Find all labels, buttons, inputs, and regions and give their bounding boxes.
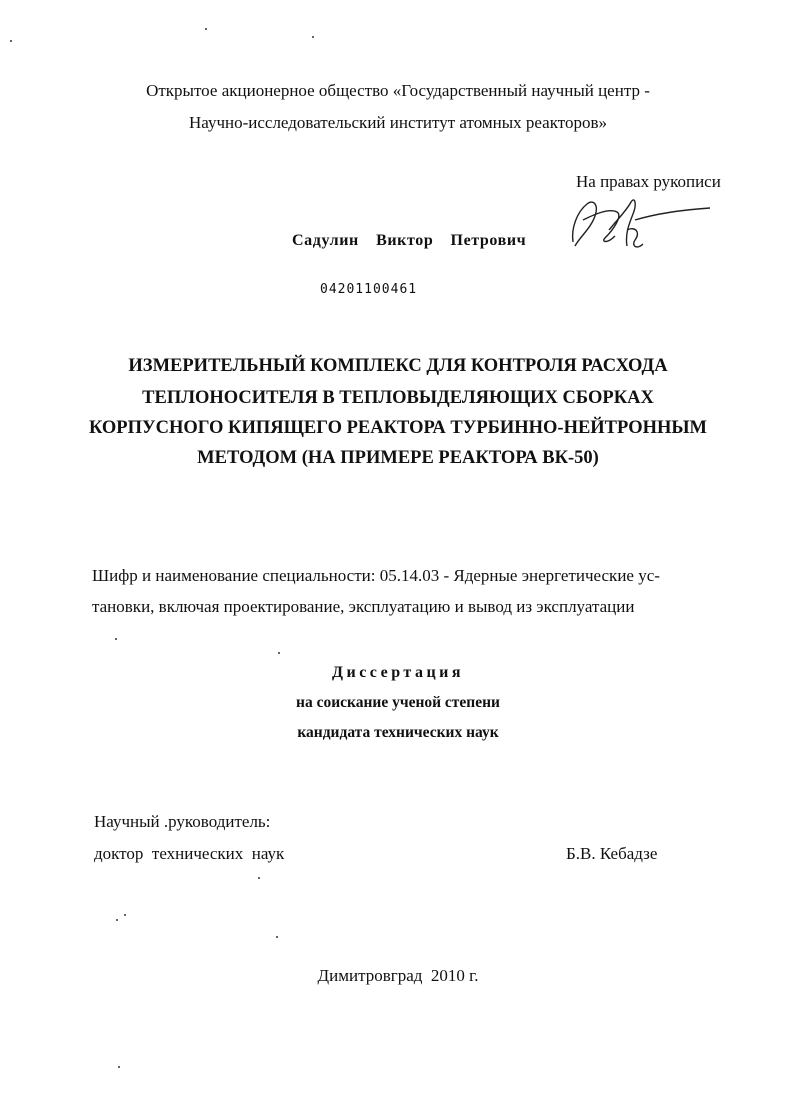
scan-speck	[10, 40, 12, 42]
scan-speck	[118, 1066, 120, 1068]
thesis-title-line-4: МЕТОДОМ (НА ПРИМЕРЕ РЕАКТОРА ВК-50)	[197, 448, 599, 468]
supervisor-name: Б.В. Кебадзе	[566, 844, 658, 863]
signature-image	[565, 190, 715, 260]
scan-speck	[278, 652, 280, 654]
dissertation-degree-line-1: на соискание ученой степени	[296, 694, 500, 711]
scan-speck	[258, 877, 260, 879]
dissertation-heading: Диссертация	[331, 664, 465, 681]
specialty-line-2: тановки, включая проектирование, эксплуатацию и вывод из эксплуатации	[92, 597, 635, 616]
thesis-title-line-1: ИЗМЕРИТЕЛЬНЫЙ КОМПЛЕКС ДЛЯ КОНТРОЛЯ РАСХОДА	[128, 356, 668, 376]
supervisor-degree: доктор технических наук	[94, 844, 285, 863]
place-and-year: Димитровград 2010 г.	[317, 966, 479, 985]
scan-speck	[276, 936, 278, 938]
organization-line-2: Научно-исследовательский институт атомных реакторов»	[188, 113, 607, 132]
thesis-title-line-2: ТЕПЛОНОСИТЕЛЯ В ТЕПЛОВЫДЕЛЯЮЩИХ СБОРКАХ	[142, 388, 654, 408]
scan-speck	[312, 36, 314, 38]
organization-line-1: Открытое акционерное общество «Государственный научный центр -	[146, 81, 650, 100]
supervisor-label: Научный .руководитель:	[94, 812, 271, 831]
manuscript-note: На правах рукописи	[576, 172, 721, 191]
scan-speck	[205, 28, 207, 30]
catalog-number: 04201100461	[320, 282, 418, 297]
scan-speck	[115, 638, 117, 640]
author-name: Садулин Виктор Петрович	[292, 232, 527, 249]
scan-speck	[116, 919, 118, 921]
dissertation-degree-line-2: кандидата технических наук	[297, 724, 499, 741]
specialty-line-1: Шифр и наименование специальности: 05.14.03 - Ядерные энергетические ус-	[92, 566, 660, 585]
thesis-title-line-3: КОРПУСНОГО КИПЯЩЕГО РЕАКТОРА ТУРБИННО-НЕЙТРОННЫМ	[88, 418, 708, 438]
scan-speck	[124, 914, 126, 916]
